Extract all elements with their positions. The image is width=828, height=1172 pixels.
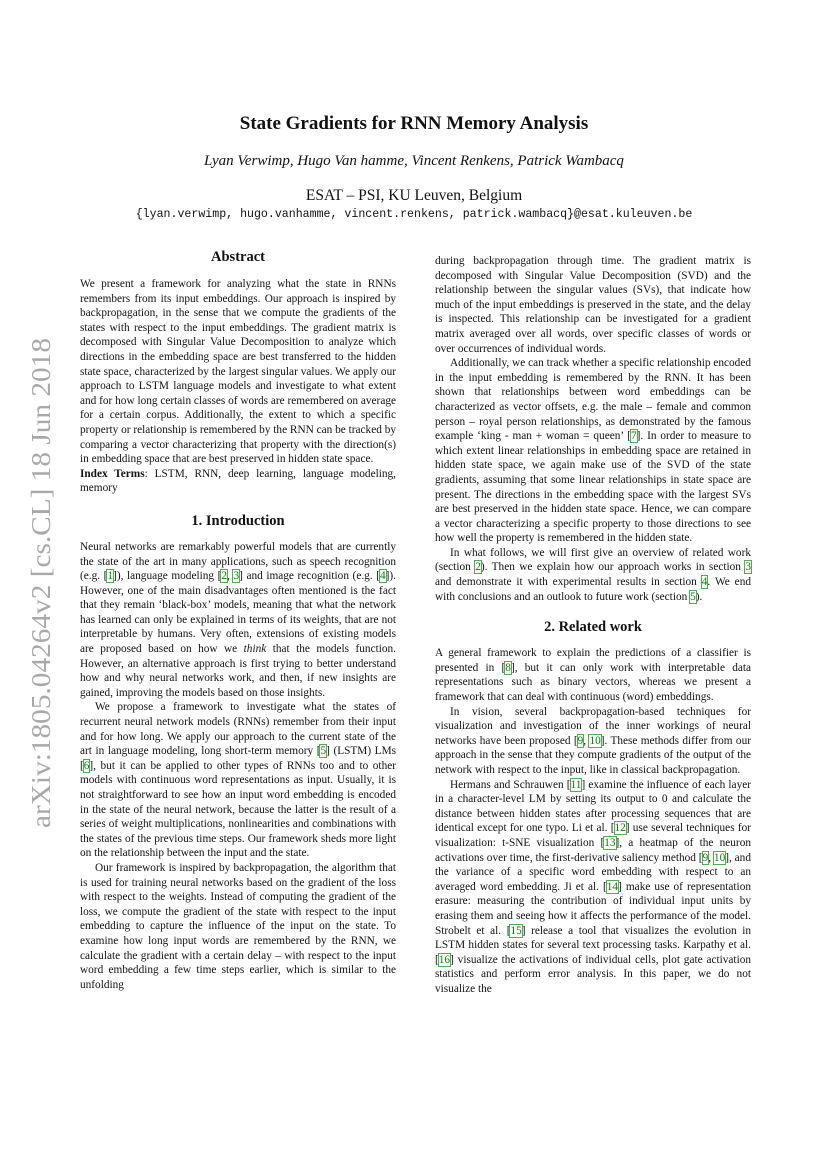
author-emails: {lyan.verwimp, hugo.vanhamme, vincent.renkens, patrick.wambacq}@esat.kuleuven.be: [135, 208, 693, 221]
intro-paragraph-6: In what follows, we will first give an overview of related work (section 2). Then we explain how our approach works in section 3 and demonstrate it with experimental results in section 4. We end with conclusions and an outlook to future work (section 5).: [435, 546, 751, 603]
abstract-heading: Abstract: [211, 249, 265, 265]
citation-link[interactable]: 11: [570, 778, 582, 791]
citation-link[interactable]: 14: [606, 880, 619, 893]
citation-link[interactable]: 5: [320, 745, 327, 758]
right-column: [435, 254, 751, 997]
citation-link[interactable]: 7: [630, 430, 637, 443]
citation-link[interactable]: 9: [702, 851, 709, 864]
index-terms: [80, 467, 396, 496]
abstract-text: We present a framework for analyzing what the state in RNNs remembers from its input embeddings. Our approach is inspired by backpropagation, in the sense that we compute the gradients of the states with respect to the input embeddings. The gradient matrix is decomposed with Singular Value Decomposition to analyze which directions in the embedding space are best transferred to the hidden state space, characterized by the largest singular values. We apply our approach to LSTM language models and investigate to what extent and for how long certain classes of words are remembered on average for a certain corpus. Additionally, the extent to which a specific property or relationship is remembered by the RNN can be tracked by comparing a vector characterizing that property with the direction(s) in embedding space that are best preserved in hidden state space.: [80, 278, 396, 466]
citation-link[interactable]: 6: [83, 759, 90, 772]
citation-link[interactable]: 10: [713, 851, 726, 864]
citation-link[interactable]: 9: [577, 734, 584, 747]
left-column: [80, 248, 396, 992]
related-paragraph-2: In vision, several backpropagation-based techniques for visualization and investigation of the inner workings of neural networks have been proposed [9, 10]. These methods differ from our approach in the sense that they compute gradients of the output of the network with respect to the input, like in classical backpropagation.: [435, 705, 751, 776]
section-link[interactable]: 5: [690, 590, 696, 603]
intro-paragraph-1: Neural networks are remarkably powerful models that are currently the state of the art in many applications, such as speech recognition (e.g. [1]), language modeling [2, 3] and image recognition (e.g. [4]). However, one of the main disadvantages often mentioned is the fact that they remain ‘black-box’ models, meaning that what the network has learned can only be explained in terms of its weights, that are not interpretable by humans. Very often, extensions of existing models are proposed based on how we think that the models function. However, an alternative approach is first trying to better understand how and why neural networks work, and then, if new insights are gained, improving the models based on those insights.: [80, 540, 396, 699]
citation-link[interactable]: 8: [505, 661, 511, 674]
citation-link[interactable]: 15: [510, 924, 522, 937]
arxiv-identifier-stamp: [6, 332, 66, 832]
citation-link[interactable]: 10: [589, 734, 601, 747]
intro-paragraph-5: Additionally, we can track whether a specific relationship encoded in the input embedding is remembered by the RNN. It has been shown that relationships between word embeddings can be characterized as vector offsets, e.g. the male – female and common person – royal person relationships, as demonstrated by the famous example ‘king - man + woman = queen’ [7]. In order to measure to which extent linear relationships in embedding space are retained in hidden state space, we again make use of the SVD of the state gradients, assuming that some linear relationships in state space are present. The directions in the embedding space with the largest SVs are best preserved in the hidden state space. Hence, we can compare a vector characterizing a specific property to those directions to see how well the property is remembered in the hidden state.: [435, 357, 752, 545]
citation-link[interactable]: 16: [438, 953, 451, 966]
paper-title: State Gradients for RNN Memory Analysis: [239, 113, 589, 134]
introduction-heading: 1. Introduction: [191, 512, 285, 529]
related-paragraph-3: Hermans and Schrauwen [11] examine the influence of each layer in a character-level LM by setting its output to 0 and calculate the distance between hidden states after processing sequences that are identical except for one typo. Li et al. [12] use several techniques for visualization: t-SNE visualization [13], a heatmap of the neuron activations over time, the first-derivative saliency method [9, 10], and the variance of a specific word embedding with respect to an averaged word embedding. Ji et al. [14] make use of representation erasure: measuring the contribution of individual input units by erasing them and seeing how it affects the performance of the model. Strobelt et al. [15] release a tool that visualizes the evolution in LSTM hidden states for several text processing tasks. Karpathy et al. [16] visualize the activations of individual cells, plot gate activation statistics and perform error analysis. In this paper, we do not visualize the: [435, 778, 752, 995]
intro-paragraph-4: during backpropagation through time. The gradient matrix is decomposed with Singular Value Decomposition (SVD) and the relationship between the singular values (SVs), that indicate how much of the input embeddings is preserved in the state, and the delay is inspected. This relationship can be investigated for a gradient matrix averaged over all words, over specific classes of words or over occurrences of individual words.: [435, 255, 751, 355]
arxiv-identifier-text: arXiv:1805.04264v2 [cs.CL] 18 Jun 2018: [26, 376, 56, 828]
index-terms-list: : LSTM, RNN, deep learning, language modeling, memory: [80, 467, 396, 495]
section-link[interactable]: 4: [701, 576, 708, 589]
citation-link[interactable]: 13: [604, 836, 616, 849]
citation-link[interactable]: 1: [107, 570, 114, 583]
related-work-heading: 2. Related work: [544, 619, 642, 636]
citation-link[interactable]: 3: [233, 570, 240, 583]
affiliation: ESAT – PSI, KU Leuven, Belgium: [305, 187, 523, 204]
index-terms-label: Index Terms: [80, 467, 145, 480]
citation-link[interactable]: 2: [221, 570, 228, 583]
section-link[interactable]: 2: [475, 561, 481, 574]
section-link[interactable]: 3: [745, 561, 751, 574]
related-paragraph-1: A general framework to explain the predictions of a classifier is presented in [8], but it can only work with interpretable data representations such as binary vectors, whereas we present a framework that can deal with continuous (word) embeddings.: [435, 647, 752, 704]
intro-paragraph-3: Our framework is inspired by backpropagation, the algorithm that is used for training neural networks based on the gradient of the loss with respect to the weights. Instead of computing the gradient of the loss, we compute the gradient of the state with respect to the input embedding to capture the influence of the input on the state. To examine how long input words are remembered by the RNN, we calculate the gradient with a certain delay – with respect to the input word embedding a few time steps earlier, which is similar to the unfolding: [80, 861, 396, 991]
citation-link[interactable]: 4: [379, 570, 386, 583]
citation-link[interactable]: 12: [614, 822, 626, 835]
author-list: Lyan Verwimp, Hugo Van hamme, Vincent Renkens, Patrick Wambacq: [204, 153, 624, 169]
intro-paragraph-2: We propose a framework to investigate what the states of recurrent neural network models (RNNs) remember from their input and for how long. We apply our approach to the current state of the art in language modeling, long short-term memory [5] (LSTM) LMs [6], but it can be applied to other types of RNNs too and to other models with continuous word representations as input. Usually, it is not straightforward to see how an input word embedding is encoded in the state of the neural network, because the latter is the result of a series of weight multiplications, nonlinearities and combinations with the states of the previous time steps. Our framework sheds more light on the relationship between the input and the state.: [80, 701, 397, 860]
